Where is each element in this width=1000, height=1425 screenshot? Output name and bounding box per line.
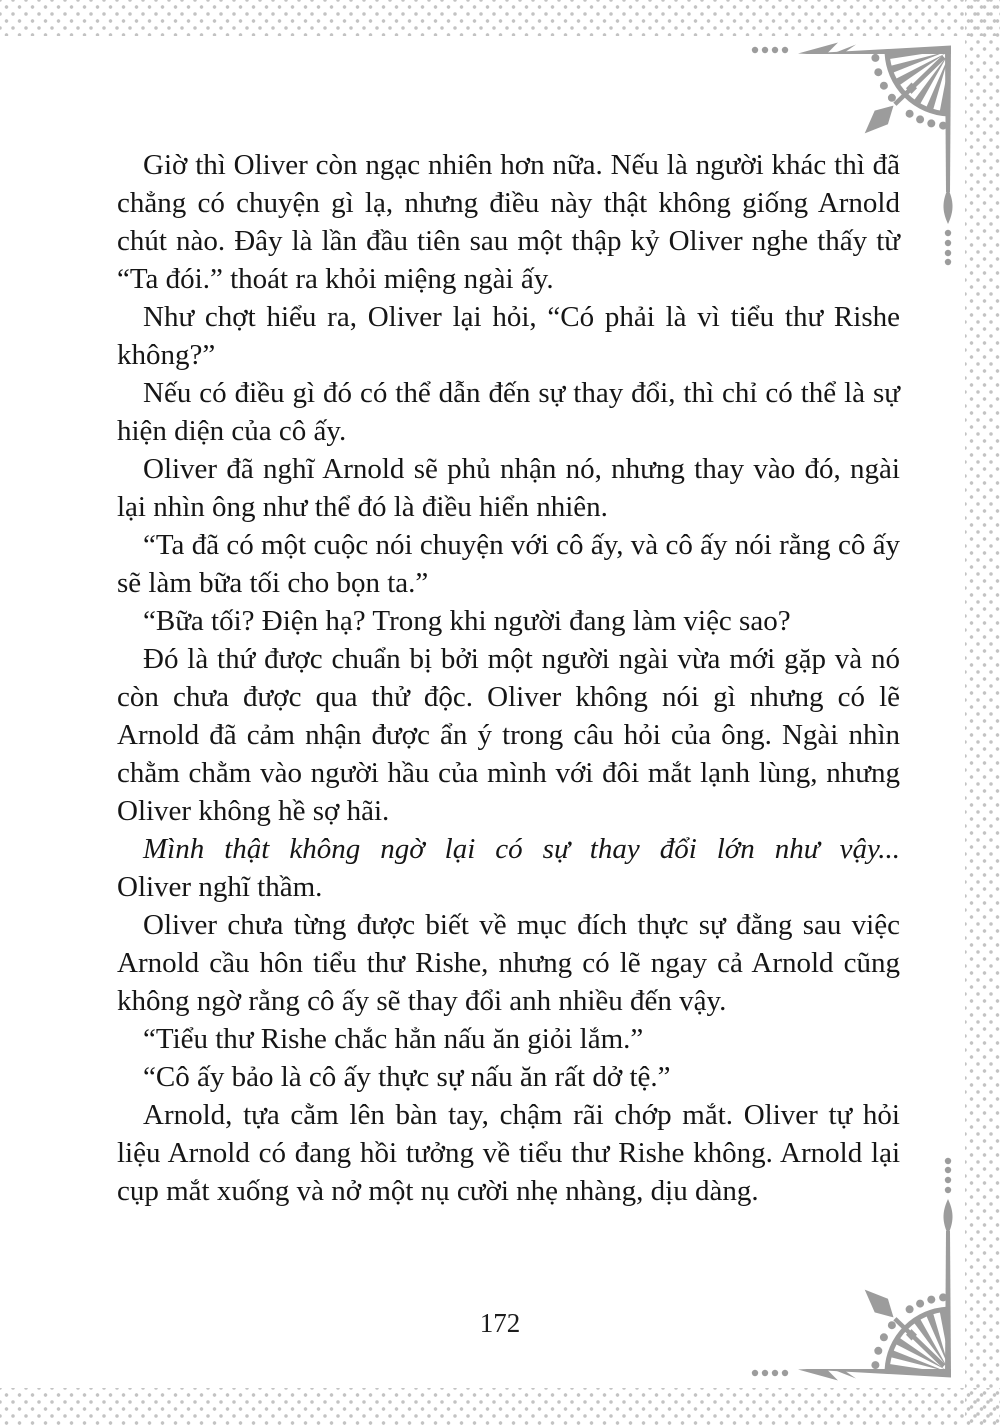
paragraph-text: Như chợt hiểu ra, Oliver lại hỏi, “Có phải là vì tiểu thư Rishe không?” (117, 301, 900, 371)
paragraph (117, 450, 900, 526)
paragraph-text: Nếu có điều gì đó có thể dẫn đến sự thay đổi, thì chỉ có thể là sự hiện diện của cô ấy. (117, 377, 900, 447)
thought-text: Mình thật không ngờ lại có sự thay đổi lớn như vậy... (143, 833, 900, 865)
paragraph (117, 1020, 900, 1058)
paragraph (117, 526, 900, 602)
paragraph-text: Đó là thứ được chuẩn bị bởi một người ngài vừa mới gặp và nó còn chưa được qua thử độc. Oliver không nói gì nhưng có lẽ Arnold đã cảm nhận được ẩn ý trong câu hỏi của ông. Ngài nhìn chằm chằm vào người hầu của mình với đôi mắt lạnh lùng, nhưng Oliver không hề sợ hãi. (117, 643, 900, 827)
paragraph-text: “Tiểu thư Rishe chắc hẳn nấu ăn giỏi lắm.” (143, 1023, 644, 1055)
paragraph-text: “Ta đã có một cuộc nói chuyện với cô ấy, và cô ấy nói rằng cô ấy sẽ làm bữa tối cho bọn ta.” (117, 529, 900, 599)
paragraph-text: “Cô ấy bảo là cô ấy thực sự nấu ăn rất dở tệ.” (143, 1061, 671, 1093)
dot-pattern-bottom-border (0, 1388, 1000, 1425)
paragraph (117, 1096, 900, 1210)
paragraph (117, 640, 900, 830)
paragraph-text: “Bữa tối? Điện hạ? Trong khi người đang làm việc sao? (143, 605, 791, 637)
dot-pattern-right-border (965, 0, 1000, 1425)
paragraph-text: Giờ thì Oliver còn ngạc nhiên hơn nữa. Nếu là người khác thì đã chẳng có chuyện gì lạ, nhưng điều này thật không giống Arnold chút nào. Đây là lần đầu tiên sau một thập kỷ Oliver nghe thấy từ “Ta đói.” thoát ra khỏi miệng ngài ấy. (117, 149, 900, 295)
paragraph-text: Oliver chưa từng được biết về mục đích thực sự đằng sau việc Arnold cầu hôn tiểu thư Rishe, nhưng có lẽ ngay cả Arnold cũng không ngờ rằng cô ấy sẽ thay đổi anh nhiều đến vậy. (117, 909, 900, 1017)
paragraph-text: Oliver nghĩ thầm. (117, 871, 323, 903)
paragraph (117, 374, 900, 450)
page-number: 172 (479, 1308, 521, 1338)
paragraph (117, 602, 900, 640)
paragraph-text: Arnold, tựa cằm lên bàn tay, chậm rãi chớp mắt. Oliver tự hỏi liệu Arnold có đang hồi tưởng về tiểu thư Rishe không. Arnold lại cụp mắt xuống và nở một nụ cười nhẹ nhàng, dịu dàng. (117, 1099, 900, 1207)
paragraph (117, 1058, 900, 1096)
paragraph (117, 830, 900, 906)
paragraph-text: Oliver đã nghĩ Arnold sẽ phủ nhận nó, nhưng thay vào đó, ngài lại nhìn ông như thể đó là điều hiển nhiên. (117, 453, 900, 523)
paragraph (117, 146, 900, 298)
paragraph (117, 298, 900, 374)
dot-pattern-top-border (0, 0, 1000, 36)
paragraph (117, 906, 900, 1020)
text-block (117, 146, 900, 1210)
